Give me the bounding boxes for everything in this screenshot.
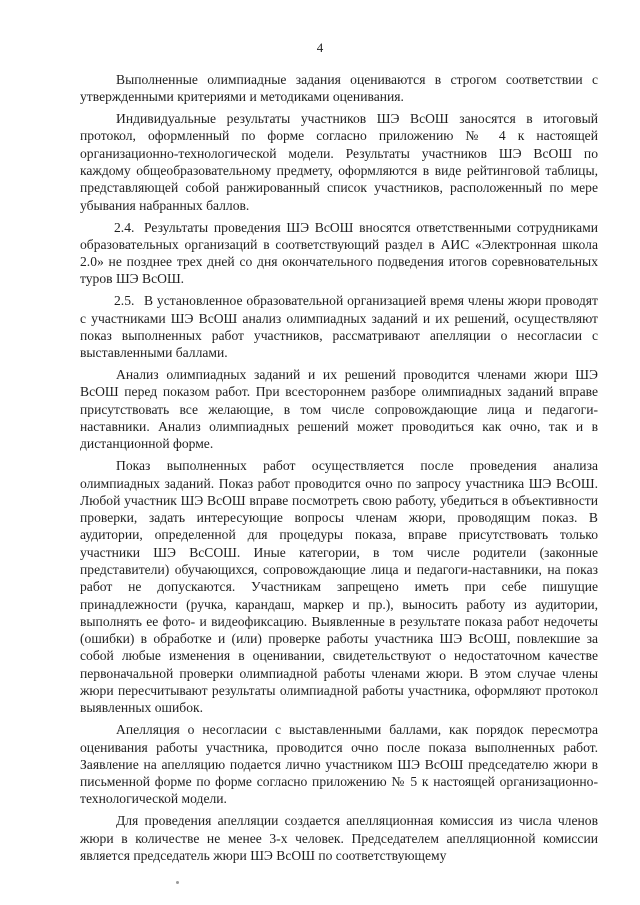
clause-2-5 [80, 292, 598, 361]
paragraph-appeal-commission: Для проведения апелляции создается апелляционная комиссия из числа членов жюри в количестве не менее 3-х человек. Председателем апелляционной комиссии является председатель жюри ШЭ ВсОШ по соответствующему [80, 813, 598, 863]
paragraph-appeal: Апелляция о несогласии с выставленными баллами, как порядок пересмотра оценивания работы участника, проводится очно после показа выполненных работ. Заявление на апелляцию подается лично участником ШЭ ВсОШ председателю жюри в письменной форме по форме согласно приложению № 5 к настоящей организационно-технологической модели. [80, 722, 598, 807]
paragraph-analysis: Анализ олимпиадных заданий и их решений проводится членами жюри ШЭ ВсОШ перед показом работ. При всестороннем разборе олимпиадных заданий вправе присутствовать все желающие, в том числе сопровождающие лица и педагоги-наставники. Анализ олимпиадных решений может проводиться как очно, так и в дистанционной форме. [80, 367, 598, 452]
clause-text: Результаты проведения ШЭ ВсОШ вносятся ответственными сотрудниками образовательных организаций в соответствующий раздел в АИС «Электронная школа 2.0» не позднее трех дней со дня окончательного подведения итогов соревновательных туров ШЭ ВсОШ. [80, 219, 598, 287]
page-number: 4 [316, 40, 324, 55]
paragraph-individual-results: Индивидуальные результаты участников ШЭ ВсОШ заносятся в итоговый протокол, оформленный по форме согласно приложению № 4 к настоящей организационно-технологической модели. Результаты участников ШЭ ВсОШ по каждому общеобразовательному предмету, оформляются в виде рейтинговой таблицы, представляющей собой ранжированный список участников, расположенный по мере убывания набранных баллов. [80, 111, 598, 213]
paragraph-work-review: Показ выполненных работ осуществляется после проведения анализа олимпиадных заданий. Показ работ проводится очно по запросу участника ШЭ ВсОШ. Любой участник ШЭ ВсОШ вправе посмотреть свою работу, убедиться в объективности проверки, задать интересующие вопросы членам жюри, проводящим показ. В аудитории, определенной для процедуры показа, вправе присутствовать только участники ШЭ ВсСОШ. Иные категории, в том числе родители (законные представители) обучающихся, сопровождающие лица и педагоги-наставники, на показ работ не допускаются. Участникам запрещено иметь при себе пишущие принадлежности (ручка, карандаш, маркер и пр.), выносить работу из аудитории, выполнять ее фото- и видеофиксацию. Выявленные в результате показа работ недочеты (ошибки) в обработке и (или) проверке работы участника ШЭ ВсОШ, повлекшие за собой любые изменения в оценивании, свидетельствуют о недостаточном качестве первоначальной проверки олимпиадной работы членами жюри. В этом случае члены жюри пересчитывают результаты олимпиадной работы участника, оформляют протокол выявленных ошибок. [80, 458, 598, 716]
clause-text: В установленное образовательной организацией время члены жюри проводят с участниками ШЭ ВсОШ анализ олимпиадных заданий и их решений, осуществляют показ выполненных работ участников, рассматривают апелляции о несогласии с выставленными баллами. [80, 293, 598, 361]
paragraph-criteria: Выполненные олимпиадные задания оцениваются в строгом соответствии с утвержденными критериями и методиками оценивания. [80, 72, 598, 105]
scan-speck [176, 881, 179, 884]
document-body [80, 71, 598, 869]
clause-number: 2.5. [114, 293, 135, 309]
clause-2-4 [80, 219, 598, 288]
clause-number: 2.4. [114, 219, 135, 235]
